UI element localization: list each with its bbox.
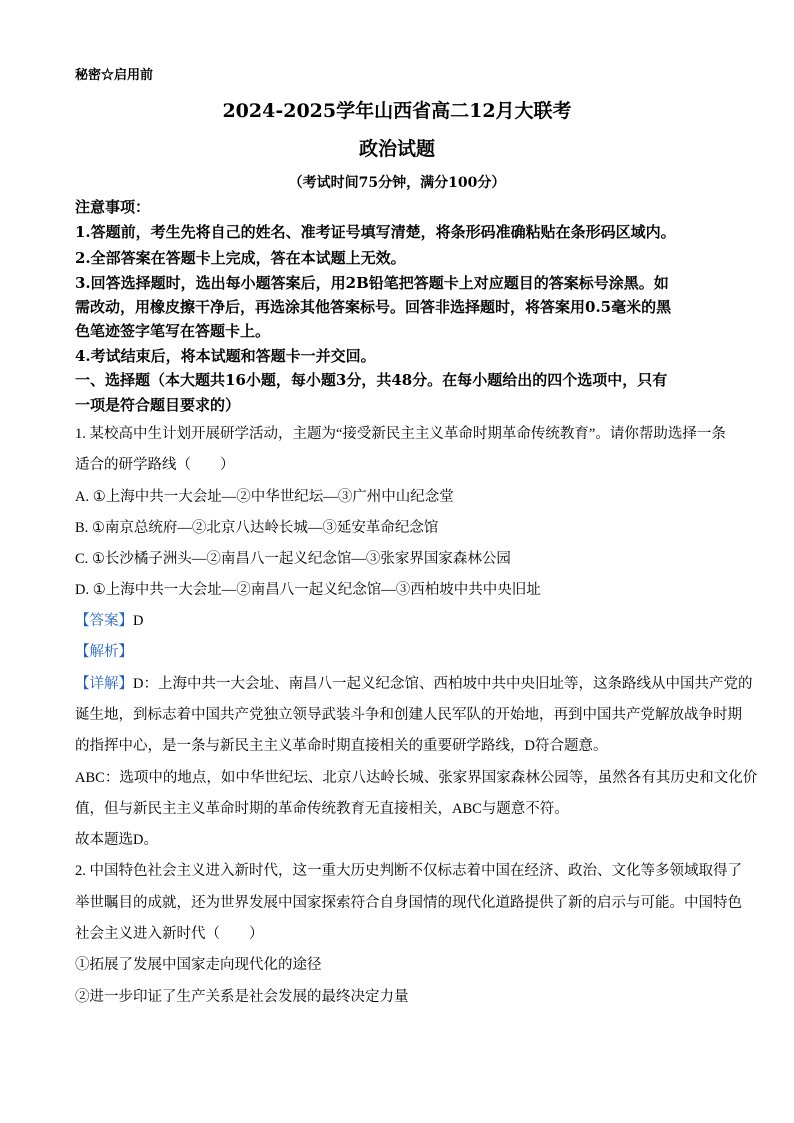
analysis-tag: 【解析】 bbox=[75, 644, 133, 660]
question-2-stem-cont: 社会主义进入新时代（ ） bbox=[75, 926, 264, 942]
answer-line bbox=[75, 609, 725, 630]
question-2-item: ②进一步印证了生产关系是社会发展的最终决定力量 bbox=[75, 989, 409, 1005]
question-1-stem: 1. 某校高中生计划开展研学活动，主题为“接受新民主主义革命时期革命传统教育”。请你帮助选择一条 bbox=[75, 426, 726, 442]
detail-tag: 【详解】 bbox=[75, 676, 133, 692]
question-1-option-a: A. ①上海中共一大会址—②中华世纪坛—③广州中山纪念堂 bbox=[75, 489, 454, 505]
exam-info: （考试时间75分钟，满分100分） bbox=[288, 175, 506, 191]
detail-line bbox=[75, 672, 753, 693]
subject-title: 政治试题 bbox=[358, 138, 435, 160]
detail-line: 值，但与新民主主义革命时期的革命传统教育无直接相关，ABC与题意不符。 bbox=[75, 801, 569, 817]
notice-line: 4.考试结束后，将本试题和答题卡一并交回。 bbox=[75, 347, 376, 365]
question-2-item: ①拓展了发展中国家走向现代化的途径 bbox=[75, 957, 322, 973]
question-2-stem-cont: 举世瞩目的成就，还为世界发展中国家探索符合自身国情的现代化道路提供了新的启示与可能。中国特色 bbox=[75, 895, 742, 911]
detail-line: 诞生地，到标志着中国共产党独立领导武装斗争和创建人民军队的开始地，再到中国共产党解放战争时期 bbox=[75, 707, 742, 723]
question-1-stem-cont: 适合的研学路线（ ） bbox=[75, 457, 235, 473]
question-1-option-b: B. ①南京总统府—②北京八达岭长城—③延安革命纪念馆 bbox=[75, 520, 439, 536]
detail-line: 的指挥中心，是一条与新民主主义革命时期直接相关的重要研学路线，D符合题意。 bbox=[75, 738, 608, 754]
section-heading-cont: 一项是符合题目要求的） bbox=[75, 396, 241, 414]
question-2-stem: 2. 中国特色社会主义进入新时代，这一重大历史判断不仅标志着中国在经济、政治、文化等多领域取得了 bbox=[75, 863, 742, 879]
question-1-option-c: C. ①长沙橘子洲头—②南昌八一起义纪念馆—③张家界国家森林公园 bbox=[75, 551, 511, 567]
notice-heading: 注意事项： bbox=[75, 198, 151, 216]
secret-label: 秘密☆启用前 bbox=[75, 68, 154, 83]
notice-line: 1.答题前，考生先将自己的姓名、准考证号填写清楚，将条形码准确粘贴在条形码区域内。 bbox=[75, 223, 676, 241]
notice-line: 色笔迹签字笔写在答题卡上。 bbox=[75, 322, 271, 340]
detail-text: D：上海中共一大会址、南昌八一起义纪念馆、西柏坡中共中央旧址等，这条路线从中国共产党的 bbox=[133, 676, 753, 692]
conclusion-line: 故本题选D。 bbox=[75, 832, 158, 848]
answer-value: D bbox=[133, 613, 144, 629]
notice-line: 需改动，用橡皮擦干净后，再选涂其他答案标号。回答非选择题时，将答案用0.5毫米的黑 bbox=[75, 298, 672, 316]
question-1-option-d: D. ①上海中共一大会址—②南昌八一起义纪念馆—③西柏坡中共中央旧址 bbox=[75, 582, 541, 598]
notice-line: 2.全部答案在答题卡上完成，答在本试题上无效。 bbox=[75, 249, 406, 267]
answer-tag: 【答案】 bbox=[75, 613, 133, 629]
section-heading: 一、选择题（本大题共16小题，每小题3分，共48分。在每小题给出的四个选项中，只有 bbox=[75, 371, 668, 389]
detail-line: ABC：选项中的地点，如中华世纪坛、北京八达岭长城、张家界国家森林公园等，虽然各有其历史和文化价 bbox=[75, 770, 758, 786]
exam-title: 2024-2025学年山西省高二12月大联考 bbox=[222, 100, 572, 122]
notice-line: 3.回答选择题时，选出每小题答案后，用2B铅笔把答题卡上对应题目的答案标号涂黑。如 bbox=[75, 274, 669, 292]
